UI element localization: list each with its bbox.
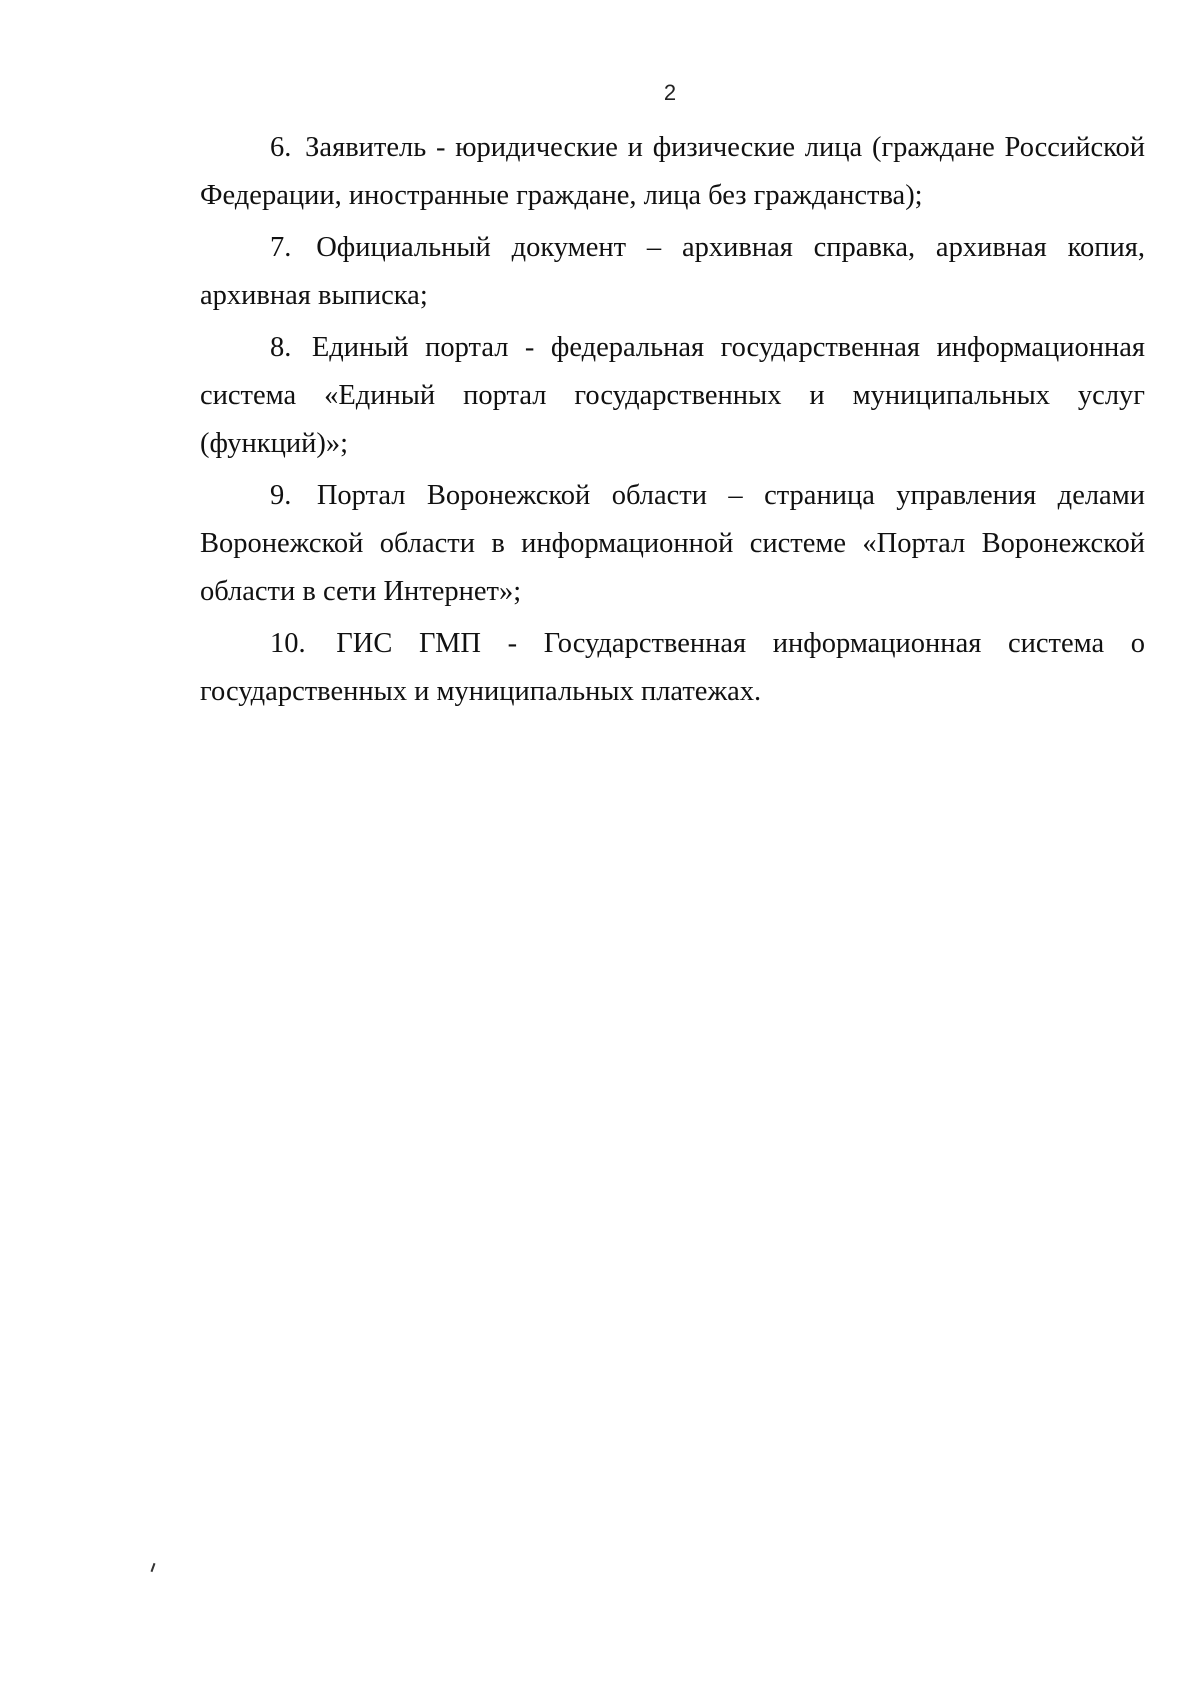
page-number: 2 [663, 80, 677, 105]
definition-text: Единый портал - федеральная государственная информационная система «Единый портал государственных и муниципальных услуг (функций)»; [200, 332, 1146, 459]
definition-item-9 [200, 472, 1145, 616]
definitions-list [200, 124, 1145, 720]
definition-number: 6. [270, 132, 292, 163]
definition-number: 8. [270, 332, 292, 363]
definition-item-6 [200, 124, 1145, 220]
definition-item-10 [200, 620, 1145, 716]
definition-number: 7. [270, 232, 292, 263]
definition-text: Заявитель - юридические и физические лица (граждане Российской Федерации, иностранные граждане, лица без гражданства); [200, 132, 1146, 211]
definition-number: 10. [270, 628, 306, 659]
definition-number: 9. [270, 480, 292, 511]
definition-item-8 [200, 324, 1145, 468]
definition-item-7 [200, 224, 1145, 320]
scan-artifact-mark [151, 1563, 156, 1572]
definition-text: Официальный документ – архивная справка, архивная копия, архивная выписка; [200, 232, 1146, 311]
definition-text: Портал Воронежской области – страница управления делами Воронежской области в информационной системе «Портал Воронежской области в сети Интернет»; [200, 480, 1145, 607]
definition-text: ГИС ГМП - Государственная информационная система о государственных и муниципальных платежах. [200, 628, 1145, 707]
